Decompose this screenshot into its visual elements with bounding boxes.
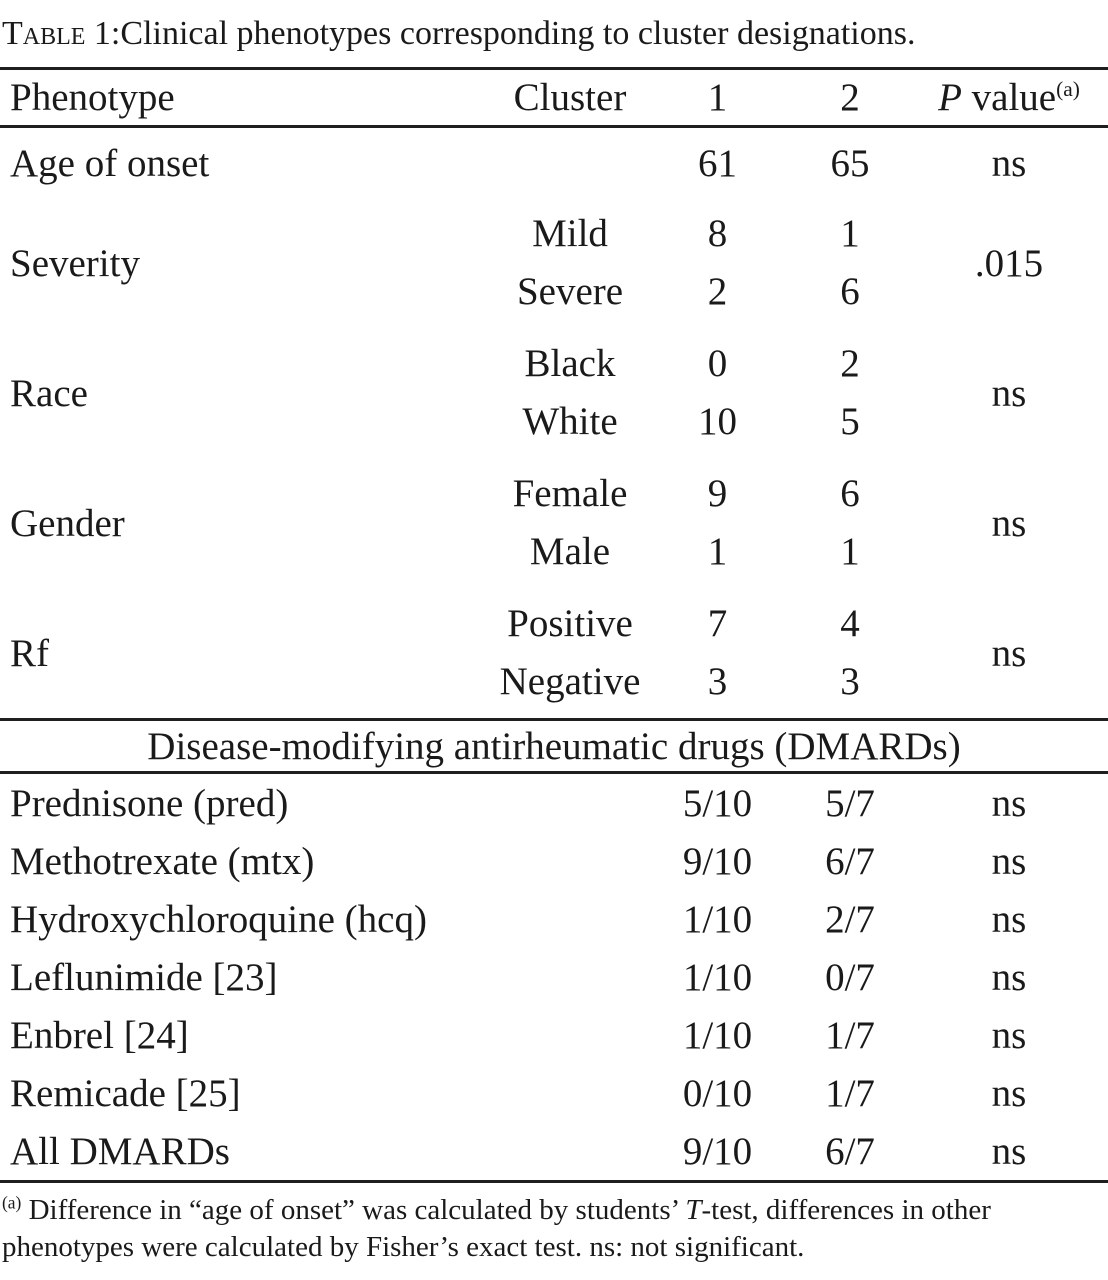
cluster1-value: 0 <box>707 342 728 385</box>
cluster2-values <box>790 198 910 328</box>
table-row-hydroxychloroquine <box>0 890 1108 948</box>
footnote <box>0 1183 1108 1266</box>
header-cluster: Cluster <box>513 76 627 119</box>
table-row-severity <box>0 198 1108 328</box>
header-cluster-2: 2 <box>840 76 860 119</box>
cluster1-values <box>645 588 790 718</box>
table-row-prednisone <box>0 774 1108 832</box>
footnote-t-italic: T <box>685 1194 702 1226</box>
subcategory-label: Severe <box>516 270 624 313</box>
subcategory-cell <box>495 458 645 588</box>
cluster1-values <box>645 328 790 458</box>
pvalue-cell: ns <box>991 839 1027 883</box>
cluster2-value: 1/7 <box>825 1013 875 1057</box>
cluster2-value: 6/7 <box>825 839 875 883</box>
footnote-text-2: -test, differences in other phenotypes were calculated by Fisher’s exact test. ns: not significant. <box>2 1194 991 1263</box>
pvalue-cell: ns <box>991 501 1027 545</box>
table-row-enbrel <box>0 1006 1108 1064</box>
cluster1-value: 9/10 <box>682 839 753 883</box>
cluster1-value: 3 <box>707 660 728 703</box>
cluster1-value: 61 <box>698 141 737 185</box>
cluster1-value: 2 <box>707 270 728 313</box>
drug-name-cell: Methotrexate (mtx) <box>10 839 315 883</box>
table-caption-text: Clinical phenotypes corresponding to cluster designations. <box>120 14 916 52</box>
cluster2-value: 1 <box>840 212 860 255</box>
table-row-rf <box>0 588 1108 718</box>
drug-name-cell: Leflunimide [23] <box>10 955 278 999</box>
section-header: Disease-modifying antirheumatic drugs (DMARDs) <box>147 724 961 768</box>
subcategory-cell <box>495 588 645 718</box>
header-phenotype: Phenotype <box>10 76 175 119</box>
pvalue-cell: ns <box>991 897 1027 941</box>
subcategory-label: White <box>522 400 618 443</box>
cluster2-values <box>790 458 910 588</box>
cluster1-value: 1/10 <box>682 955 753 999</box>
table-row-gender <box>0 458 1108 588</box>
pvalue-cell: .015 <box>974 241 1044 285</box>
pvalue-cell: ns <box>991 141 1027 185</box>
table-row-methotrexate <box>0 832 1108 890</box>
cluster1-value: 10 <box>698 400 737 443</box>
table-row-all-dmards <box>0 1122 1108 1180</box>
cluster2-value: 5/7 <box>825 781 875 825</box>
footnote-marker: (a) <box>2 1192 22 1213</box>
subcategory-label: Negative <box>499 660 641 703</box>
cluster1-value: 9/10 <box>682 1129 753 1173</box>
cluster2-value: 1 <box>840 530 860 573</box>
cluster2-value: 0/7 <box>825 955 875 999</box>
table-row-remicade <box>0 1064 1108 1122</box>
phenotype-cell: Gender <box>10 501 125 545</box>
cluster1-values <box>645 458 790 588</box>
cluster1-value: 0/10 <box>682 1071 753 1115</box>
cluster1-value: 1/10 <box>682 1013 753 1057</box>
pvalue-cell: ns <box>991 1013 1027 1057</box>
pvalue-cell: ns <box>991 631 1027 675</box>
table-row-leflunimide <box>0 948 1108 1006</box>
cluster2-value: 1/7 <box>825 1071 875 1115</box>
table-caption <box>0 0 1108 67</box>
phenotype-cell: Severity <box>10 241 140 285</box>
cluster2-values <box>790 588 910 718</box>
subcategory-label: Female <box>512 472 628 515</box>
table-row-race <box>0 328 1108 458</box>
header-cluster-1: 1 <box>707 76 728 119</box>
header-pvalue-footnote-marker: (a) <box>1056 77 1080 101</box>
cluster1-value: 9 <box>707 472 728 515</box>
drug-name-cell: All DMARDs <box>10 1129 230 1173</box>
subcategory-cell <box>495 328 645 458</box>
subcategory-cell <box>495 198 645 328</box>
pvalue-cell: ns <box>991 1071 1027 1115</box>
header-pvalue <box>910 75 1108 120</box>
cluster1-value: 1/10 <box>682 897 753 941</box>
cluster1-value: 7 <box>707 602 728 645</box>
pvalue-cell: ns <box>991 371 1027 415</box>
cluster2-value: 6/7 <box>825 1129 875 1173</box>
header-pvalue-text: value <box>961 76 1057 119</box>
cluster2-value: 6 <box>840 472 860 515</box>
subcategory-label: Male <box>529 530 611 573</box>
pvalue-cell: ns <box>991 1129 1027 1173</box>
drug-name-cell: Hydroxychloroquine (hcq) <box>10 897 427 941</box>
phenotype-cell: Rf <box>10 631 49 675</box>
cluster2-value: 2 <box>840 342 860 385</box>
table-row-age-of-onset <box>0 128 1108 198</box>
drug-name-cell: Remicade [25] <box>10 1071 241 1115</box>
cluster1-value: 5/10 <box>682 781 753 825</box>
cluster2-value: 3 <box>840 660 860 703</box>
phenotype-cell: Age of onset <box>10 141 210 185</box>
table-caption-label: Table 1: <box>2 14 121 52</box>
cluster2-value: 2/7 <box>825 897 875 941</box>
subcategory-label: Positive <box>507 602 633 645</box>
cluster2-values <box>790 328 910 458</box>
footnote-text-1: Difference in “age of onset” was calculated by students’ <box>21 1194 686 1226</box>
pvalue-cell: ns <box>991 955 1027 999</box>
drug-name-cell: Enbrel [24] <box>10 1013 189 1057</box>
phenotype-cell: Race <box>10 371 88 415</box>
pvalue-cell: ns <box>991 781 1027 825</box>
cluster2-value: 65 <box>830 141 870 185</box>
drug-name-cell: Prednisone (pred) <box>10 781 289 825</box>
cluster1-values <box>645 198 790 328</box>
cluster2-value: 6 <box>840 270 860 313</box>
cluster1-value: 1 <box>707 530 728 573</box>
table-header-row <box>0 70 1108 125</box>
subcategory-label: Mild <box>532 212 608 255</box>
cluster1-value: 8 <box>707 212 728 255</box>
cluster2-value: 4 <box>840 602 860 645</box>
subcategory-label: Black <box>524 342 616 385</box>
header-pvalue-p: P <box>938 76 962 119</box>
cluster2-value: 5 <box>840 400 860 443</box>
